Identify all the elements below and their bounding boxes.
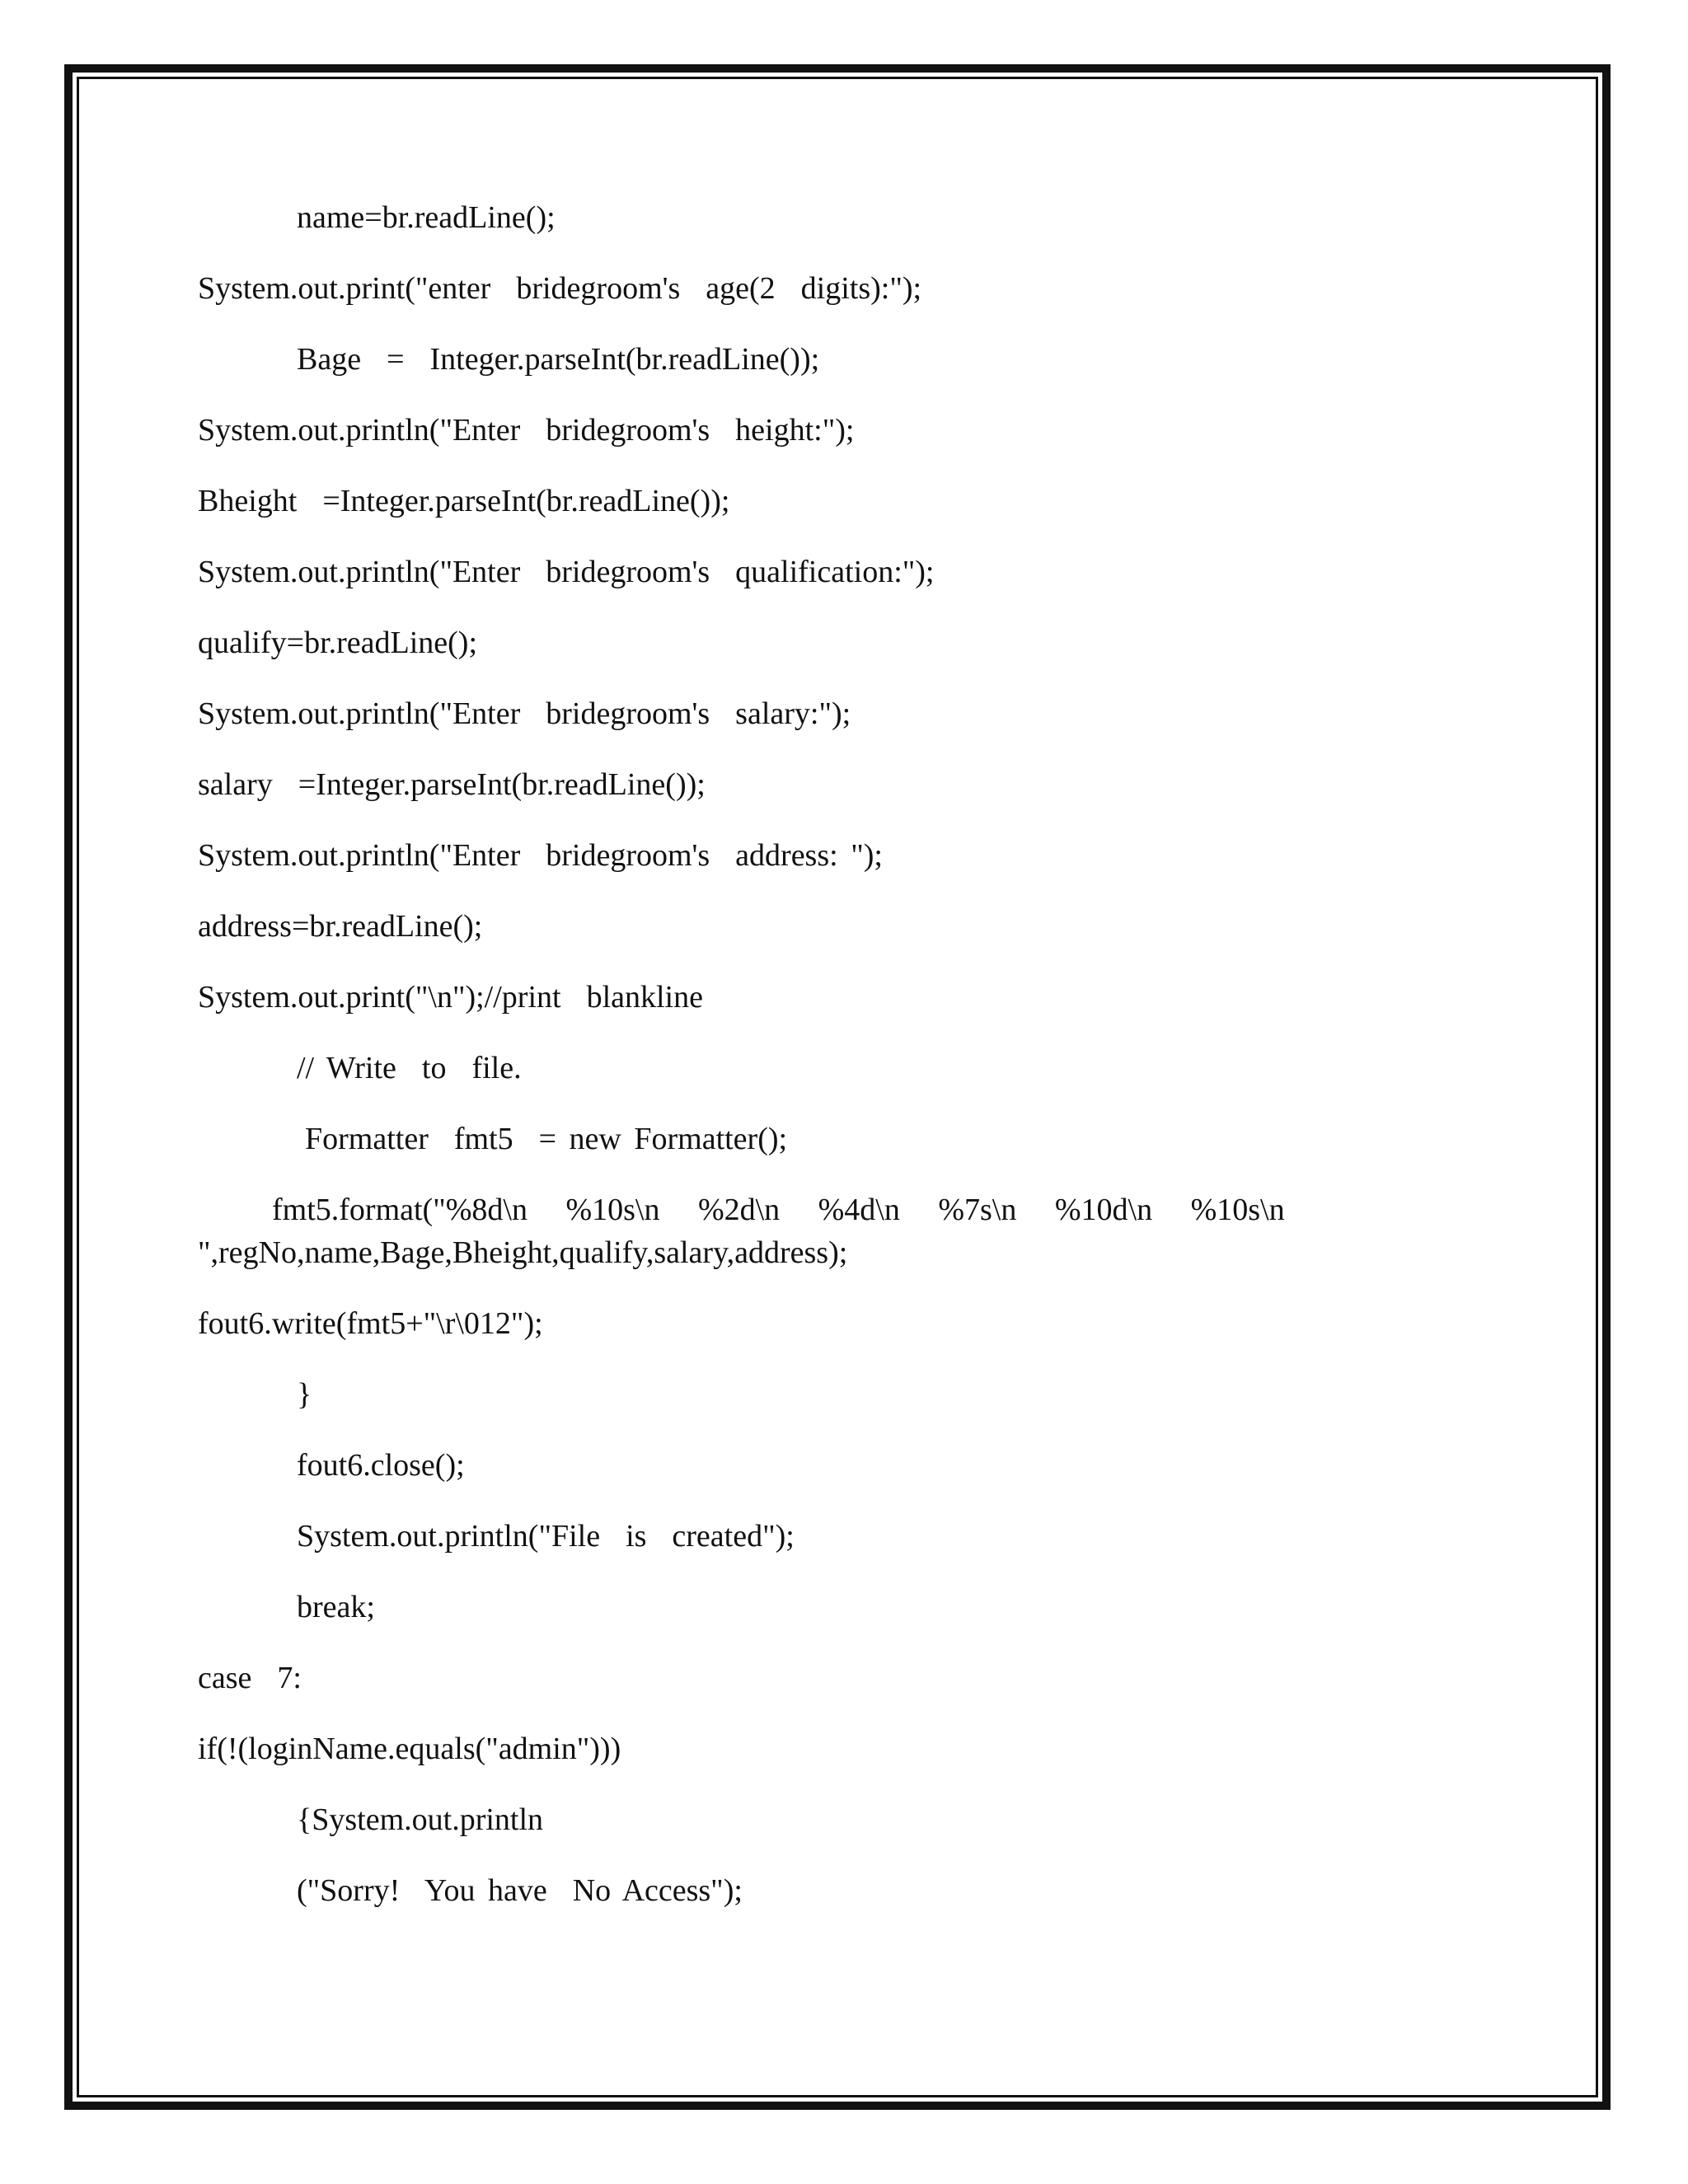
code-line-file-created: System.out.println("File is created"); (297, 1519, 795, 1554)
code-line-closing-brace: } (297, 1377, 312, 1412)
code-line-close: fout6.close(); (297, 1448, 465, 1483)
code-line-12: System.out.print("\n");//print blankline (198, 980, 703, 1015)
code-line-3: Bage = Integer.parseInt(br.readLine()); (297, 342, 820, 377)
code-line-8: System.out.println("Enter bridegroom's salary:"); (198, 696, 851, 731)
code-line-11: address=br.readLine(); (198, 909, 483, 944)
code-line-write: fout6.write(fmt5+"\r\012"); (198, 1306, 543, 1341)
code-line-if-admin: if(!(loginName.equals("admin"))) (198, 1732, 621, 1766)
code-line-2: System.out.print("enter bridegroom's age(2 digits):"); (198, 271, 922, 306)
code-comment-write-to-file: // Write to file. (297, 1051, 522, 1085)
page-border-inner (77, 77, 1598, 2097)
code-line-6: System.out.println("Enter bridegroom's qualification:"); (198, 555, 935, 589)
code-line-10: System.out.println("Enter bridegroom's address: "); (198, 838, 883, 873)
code-line-sorry: ("Sorry! You have No Access"); (297, 1873, 743, 1908)
code-line-7: qualify=br.readLine(); (198, 626, 478, 660)
code-line-formatter: Formatter fmt5 = new Formatter(); (305, 1122, 788, 1156)
code-line-break: break; (297, 1590, 375, 1624)
code-line-println: {System.out.println (297, 1802, 544, 1837)
code-line-format-call: fmt5.format("%8d\n %10s\n %2d\n %4d\n %7s\n %10d\n %10s\n (272, 1193, 1285, 1227)
code-line-9: salary =Integer.parseInt(br.readLine()); (198, 767, 706, 802)
code-line-format-args: ",regNo,name,Bage,Bheight,qualify,salary,address); (198, 1235, 848, 1270)
code-line-4: System.out.println("Enter bridegroom's height:"); (198, 413, 855, 448)
code-line-1: name=br.readLine(); (297, 200, 556, 235)
code-line-case-7: case 7: (198, 1661, 302, 1695)
code-line-5: Bheight =Integer.parseInt(br.readLine()); (198, 484, 730, 518)
